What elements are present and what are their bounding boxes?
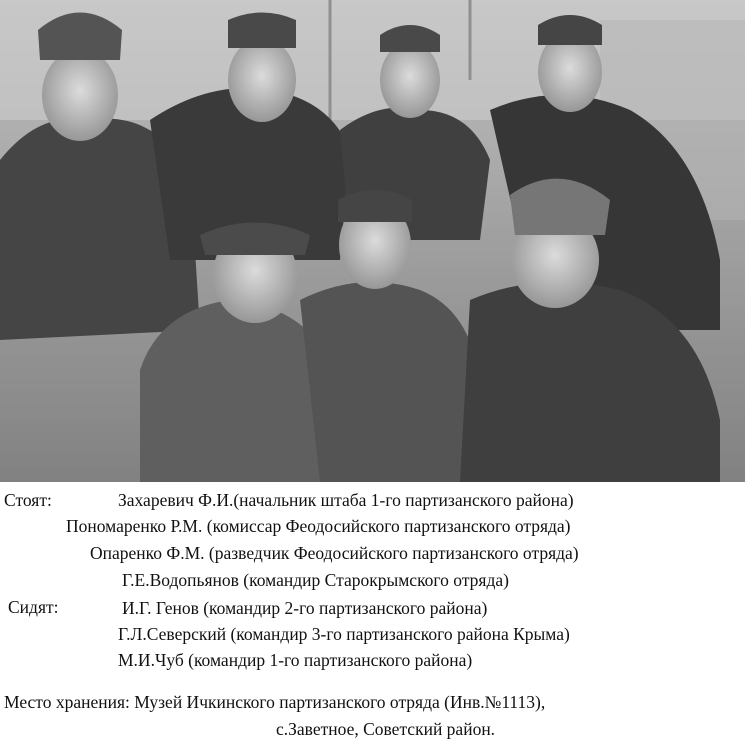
caption-standing-4: Г.Е.Водопьянов (командир Старокрымского отряда) <box>122 570 509 590</box>
caption-standing-1: Захаревич Ф.И.(начальник штаба 1-го партизанского района) <box>118 490 574 510</box>
sitting-label: Сидят: <box>8 597 59 617</box>
caption-sitting-3: М.И.Чуб (командир 1-го партизанского района) <box>118 650 473 670</box>
caption-sitting-1: И.Г. Генов (командир 2-го партизанского района) <box>122 598 488 618</box>
storage-location-line-2: с.Заветное, Советский район. <box>276 719 496 739</box>
storage-location-line-1: Место хранения: Музей Ичкинского партизанского отряда (Инв.№1113), <box>4 692 546 712</box>
standing-label: Стоят: <box>4 490 52 510</box>
caption-sitting-2: Г.Л.Северский (командир 3-го партизанского района Крыма) <box>118 624 570 644</box>
caption-standing-2: Пономаренко Р.М. (комиссар Феодосийского партизанского отряда) <box>66 516 571 536</box>
caption-standing-3: Опаренко Ф.М. (разведчик Феодосийского партизанского отряда) <box>90 543 579 563</box>
